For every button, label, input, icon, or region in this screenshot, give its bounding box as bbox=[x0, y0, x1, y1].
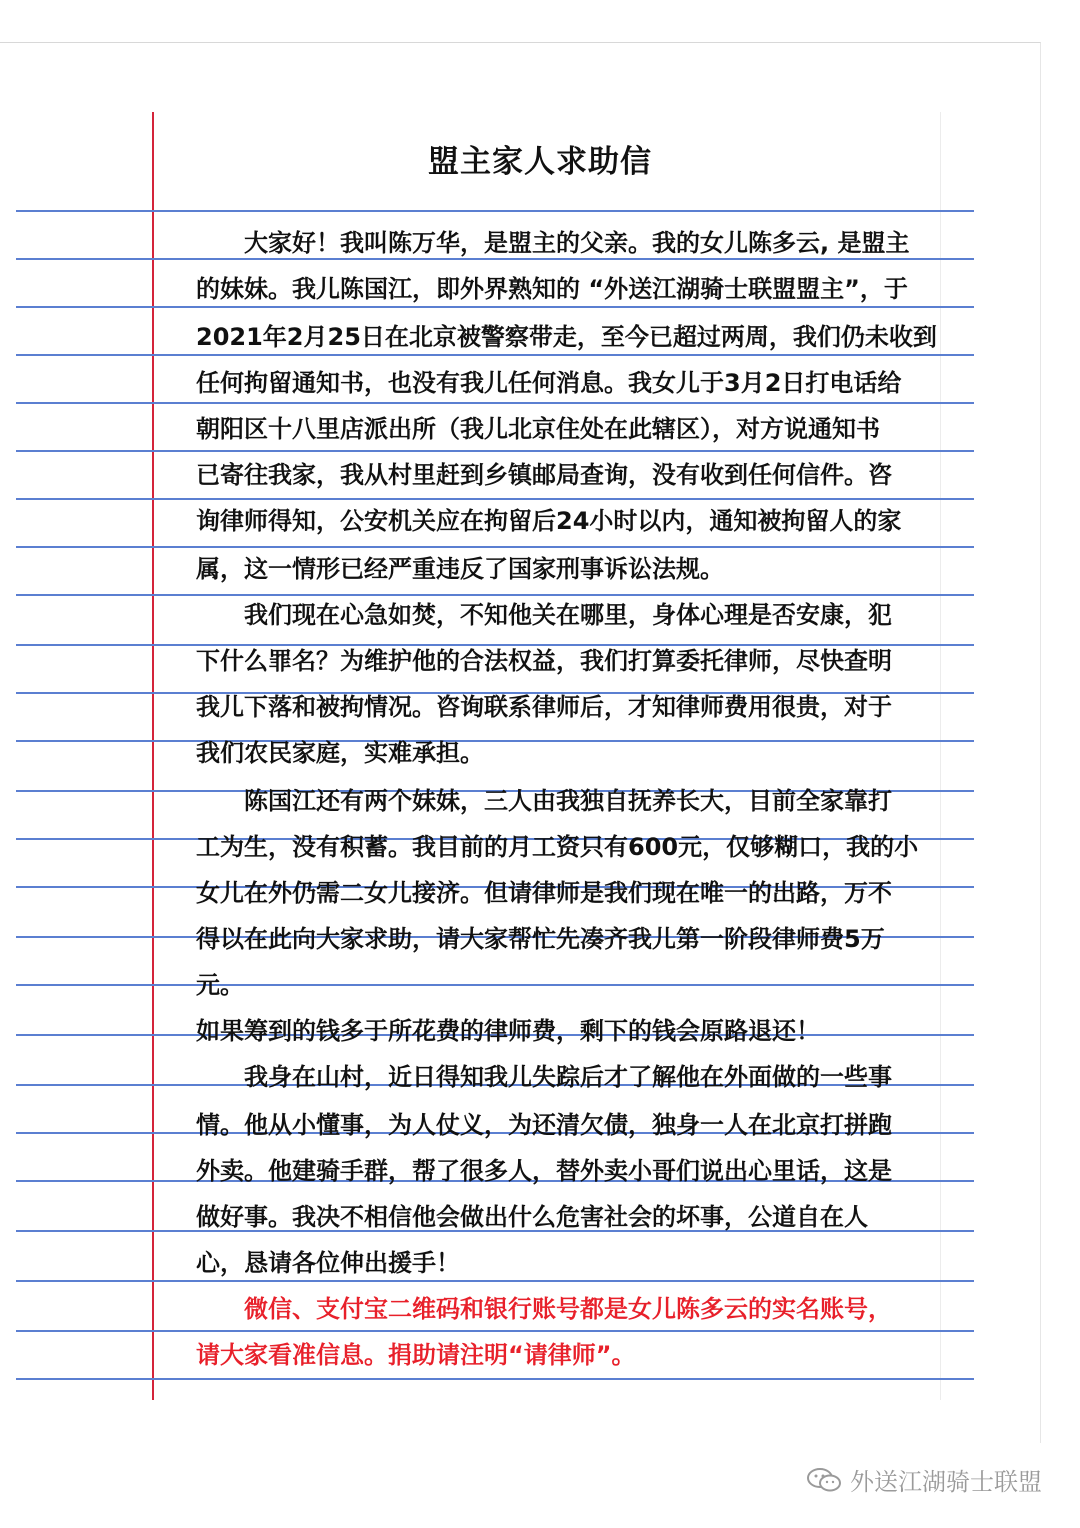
body-line: 2021年2月25日在北京被警察带走，至今已超过两周，我们仍未收到 bbox=[196, 323, 937, 351]
watermark-text: 外送江湖骑士联盟 bbox=[850, 1468, 1042, 1496]
source-watermark bbox=[806, 1462, 1042, 1497]
ruled-line bbox=[16, 210, 974, 212]
body-line: 下什么罪名？为维护他的合法权益，我们打算委托律师，尽快查明 bbox=[196, 647, 892, 675]
ruled-line bbox=[16, 1280, 974, 1282]
ruled-line bbox=[16, 546, 974, 548]
body-line: 工为生，没有积蓄。我目前的月工资只有600元，仅够糊口，我的小 bbox=[196, 833, 919, 861]
ruled-line bbox=[16, 1378, 974, 1380]
body-line: 询律师得知，公安机关应在拘留后24小时以内，通知被拘留人的家 bbox=[196, 507, 902, 535]
body-line: 大家好！我叫陈万华，是盟主的父亲。我的女儿陈多云, 是盟主 bbox=[196, 229, 910, 257]
body-line: 我儿下落和被拘情况。咨询联系律师后，才知律师费用很贵，对于 bbox=[196, 693, 892, 721]
body-line: 如果筹到的钱多于所花费的律师费，剩下的钱会原路退还！ bbox=[196, 1017, 820, 1045]
ruled-line bbox=[16, 740, 974, 742]
ruled-line bbox=[16, 450, 974, 452]
body-line: 情。他从小懂事，为人仗义，为还清欠债，独身一人在北京打拼跑 bbox=[196, 1111, 892, 1139]
ruled-line bbox=[16, 1330, 974, 1332]
ruled-line bbox=[16, 498, 974, 500]
body-line: 我们现在心急如焚，不知他关在哪里，身体心理是否安康，犯 bbox=[196, 601, 892, 629]
body-line: 已寄往我家，我从村里赶到乡镇邮局查询，没有收到任何信件。咨 bbox=[196, 461, 892, 489]
emphasis-line: 请大家看准信息。捐助请注明“请律师”。 bbox=[196, 1341, 636, 1369]
body-line: 元。 bbox=[196, 971, 244, 999]
ruled-line bbox=[16, 984, 974, 986]
body-line: 我们农民家庭，实难承担。 bbox=[196, 739, 484, 767]
body-line: 朝阳区十八里店派出所（我儿北京住处在此辖区），对方说通知书 bbox=[196, 415, 880, 443]
body-line: 陈国江还有两个妹妹，三人由我独自抚养长大，目前全家靠打 bbox=[196, 787, 892, 815]
emphasis-line: 微信、支付宝二维码和银行账号都是女儿陈多云的实名账号， bbox=[196, 1295, 892, 1323]
body-line: 女儿在外仍需二女儿接济。但请律师是我们现在唯一的出路，万不 bbox=[196, 879, 892, 907]
wechat-icon bbox=[806, 1467, 842, 1493]
ruled-line bbox=[16, 402, 974, 404]
body-line: 我身在山村，近日得知我儿失踪后才了解他在外面做的一些事 bbox=[196, 1063, 892, 1091]
body-line: 心，恳请各位伸出援手！ bbox=[196, 1249, 460, 1277]
body-line: 做好事。我决不相信他会做出什么危害社会的坏事，公道自在人 bbox=[196, 1203, 868, 1231]
body-line: 任何拘留通知书，也没有我儿任何消息。我女儿于3月2日打电话给 bbox=[196, 369, 902, 397]
ruled-line bbox=[16, 306, 974, 308]
body-line: 的妹妹。我儿陈国江，即外界熟知的 “外送江湖骑士联盟盟主”，于 bbox=[196, 275, 908, 303]
ruled-line bbox=[16, 594, 974, 596]
body-line: 得以在此向大家求助，请大家帮忙先凑齐我儿第一阶段律师费5万 bbox=[196, 925, 885, 953]
ruled-line bbox=[16, 354, 974, 356]
body-line: 外卖。他建骑手群，帮了很多人，替外卖小哥们说出心里话，这是 bbox=[196, 1157, 892, 1185]
body-line: 属，这一情形已经严重违反了国家刑事诉讼法规。 bbox=[196, 555, 724, 583]
letter-title: 盟主家人求助信 bbox=[428, 144, 652, 180]
